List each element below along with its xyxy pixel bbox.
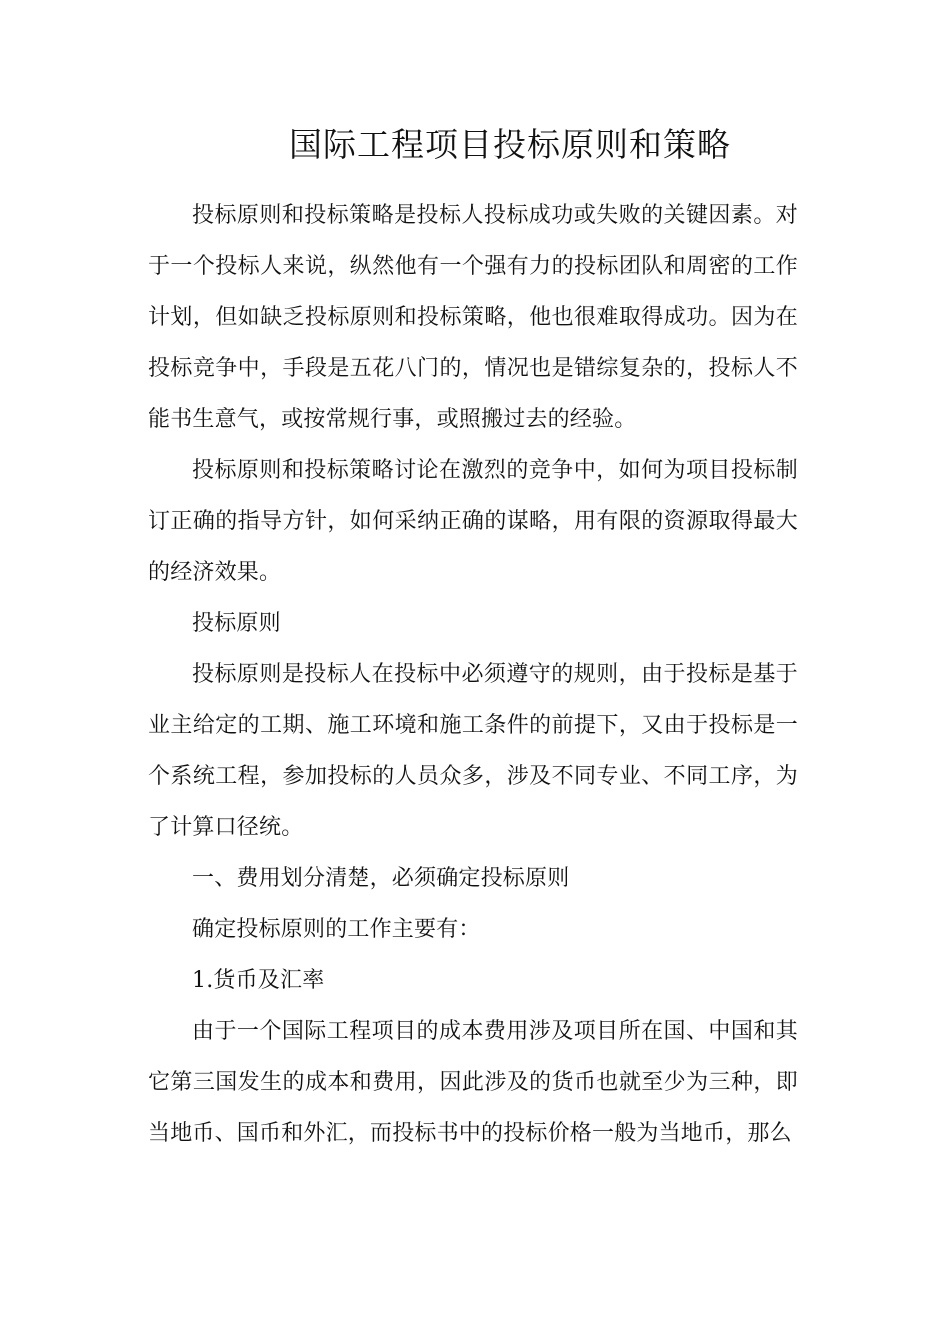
paragraph-work-items: 确定投标原则的工作主要有： <box>192 917 481 942</box>
subsection-heading-cost: 一、费用划分清楚，必须确定投标原则 <box>192 866 570 891</box>
paragraph-principles: 投标原则是投标人在投标中必须遵守的规则，由于投标是基于业主给定的工期、施工环境和施工条件的前提下，又由于投标是一个系统工程，参加投标的人员众多，涉及不同专业、不同工序，为了计算口径统。 <box>148 662 798 840</box>
paragraph-strategy: 投标原则和投标策略讨论在激烈的竞争中，如何为项目投标制订正确的指导方针，如何采纳正确的谋略，用有限的资源取得最大的经济效果。 <box>148 458 798 585</box>
item-heading-currency: 1.货币及汇率 <box>192 968 325 993</box>
paragraph-intro: 投标原则和投标策略是投标人投标成功或失败的关键因素。对于一个投标人来说，纵然他有一个强有力的投标团队和周密的工作计划，但如缺乏投标原则和投标策略，他也很难取得成功。因为在投标竞争中，手段是五花八门的，情况也是错综复杂的，投标人不能书生意气，或按常规行事，或照搬过去的经验。 <box>148 203 798 432</box>
paragraph-currency: 由于一个国际工程项目的成本费用涉及项目所在国、中国和其它第三国发生的成本和费用，因此涉及的货币也就至少为三种，即当地币、国币和外汇，而投标书中的投标价格一般为当地币，那么 <box>148 1019 798 1146</box>
document-body <box>148 190 798 1159</box>
document-title: 国际工程项目投标原则和策略 <box>289 125 731 164</box>
section-heading-principles: 投标原则 <box>192 611 281 636</box>
